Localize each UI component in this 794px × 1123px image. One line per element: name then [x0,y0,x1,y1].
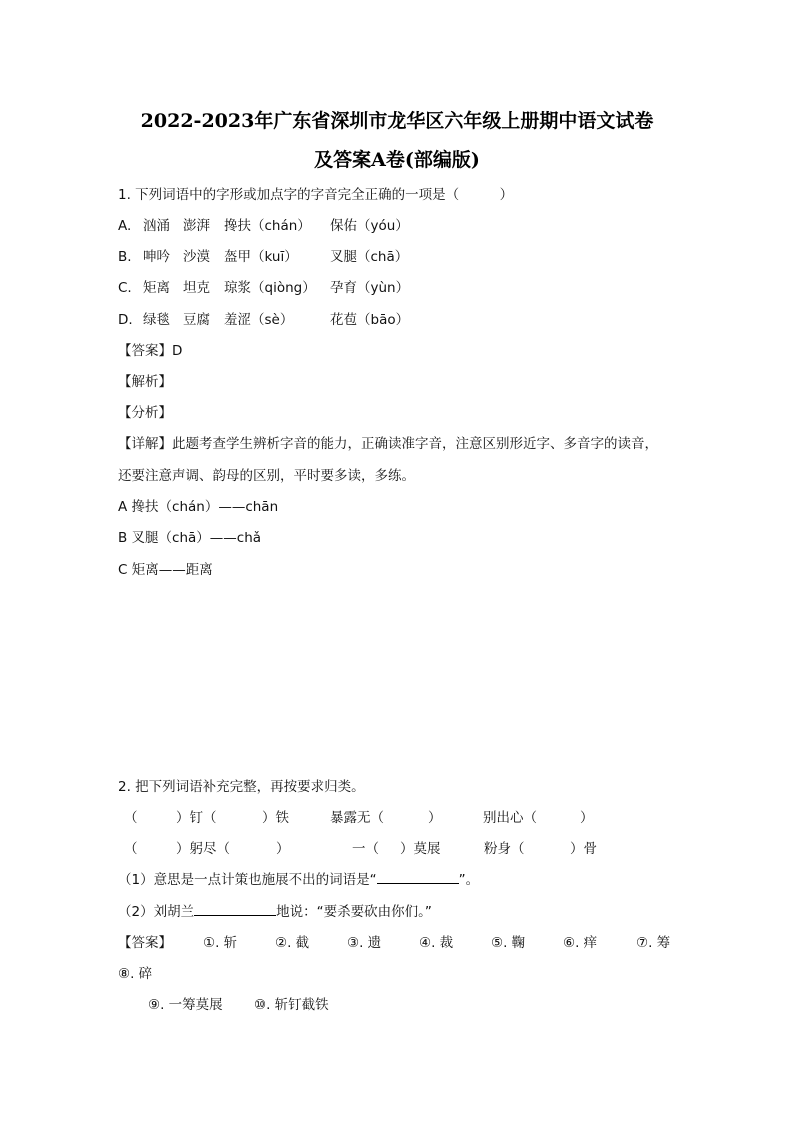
option-word: 澎湃 [183,218,210,234]
q1-fenxi: 【分析】 [118,405,172,421]
q1-fix-a: A 搀扶（chán）——chān [118,499,279,515]
fill-segment: ）躬尽（ [176,841,230,857]
option-label: C. [118,280,132,296]
answer-item: ⑦. 筹 [636,935,671,951]
answer-item: ③. 遗 [347,935,382,951]
q1-stem: 1. 下列词语中的字形或加点字的字音完全正确的一项是（ ） [118,187,514,203]
q2-sub1 [118,871,479,889]
option-word: 叉腿（chā） [330,249,409,265]
q2-sub2 [118,903,432,921]
fill-segment: 别出心（ [483,810,537,826]
answer-item: ④. 裁 [419,935,454,951]
option-label: A. [118,218,132,234]
fill-segment: （ [124,841,138,857]
option-word: 呻吟 [143,249,170,265]
fill-segment: ）莫展 [400,841,441,857]
fill-segment: ）钉（ [176,810,217,826]
answer-item: ①. 斩 [203,935,238,951]
fill-segment: 粉身（ [484,841,525,857]
option-word: 坦克 [183,280,210,296]
answer-item: ⑨. 一筹莫展 [148,997,223,1013]
fill-segment: ） [276,841,290,857]
sub2-text-end: 地说：“要杀要砍由你们。” [276,904,432,920]
q1-fix-c: C 矩离——距离 [118,562,213,578]
fill-segment: ）铁 [262,810,289,826]
q1-detail-line1: 【详解】此题考查学生辨析字音的能力，正确读准字音，注意区别形近字、多音字的读音， [118,436,658,452]
option-word: 花苞（bāo） [330,312,410,328]
q1-answer: 【答案】D [118,343,183,359]
answer-blank [194,903,276,916]
option-word: 羞涩（sè） [224,312,294,328]
option-word: 盔甲（kuī） [224,249,298,265]
answer-item: ⑤. 鞠 [491,935,526,951]
answer-item: ②. 截 [275,935,310,951]
fill-segment: ）骨 [570,841,597,857]
doc-title-line1: 2022-2023年广东省深圳市龙华区六年级上册期中语文试卷 [140,110,654,132]
q1-detail-line2: 还要注意声调、韵母的区别，平时要多读，多练。 [118,468,415,484]
sub2-text: （2）刘胡兰 [118,904,195,920]
option-word: 沙漠 [183,249,210,265]
sub1-text: （1）意思是一点计策也施展不出的词语是“ [118,872,377,888]
doc-title-line2: 及答案A卷(部编版) [314,149,480,171]
sub1-text-end: ”。 [458,872,480,888]
option-word: 保佑（yóu） [330,218,409,234]
fill-segment: （ [124,810,138,826]
fill-segment: ） [428,810,442,826]
option-word: 搀扶（chán） [224,218,311,234]
answer-item: ⑩. 斩钉截铁 [254,997,329,1013]
option-label: B. [118,249,132,265]
option-word: 绿毯 [143,312,170,328]
option-word: 孕育（yùn） [330,280,410,296]
q1-jiexi: 【解析】 [118,374,172,390]
fill-segment: 一（ [352,841,379,857]
fill-segment: 暴露无（ [330,810,384,826]
fill-segment: ） [580,810,594,826]
q2-stem: 2. 把下列词语补充完整，再按要求归类。 [118,779,365,795]
option-word: 汹涌 [143,218,170,234]
option-word: 豆腐 [183,312,210,328]
answer-label: 【答案】 [118,935,172,951]
answer-item: ⑧. 碎 [118,966,153,982]
q1-fix-b: B 叉腿（chā）——chǎ [118,530,262,546]
answer-blank [377,871,459,884]
option-word: 琼浆（qiòng） [224,280,316,296]
option-label: D. [118,312,133,328]
answer-item: ⑥. 痒 [563,935,598,951]
option-word: 矩离 [143,280,170,296]
